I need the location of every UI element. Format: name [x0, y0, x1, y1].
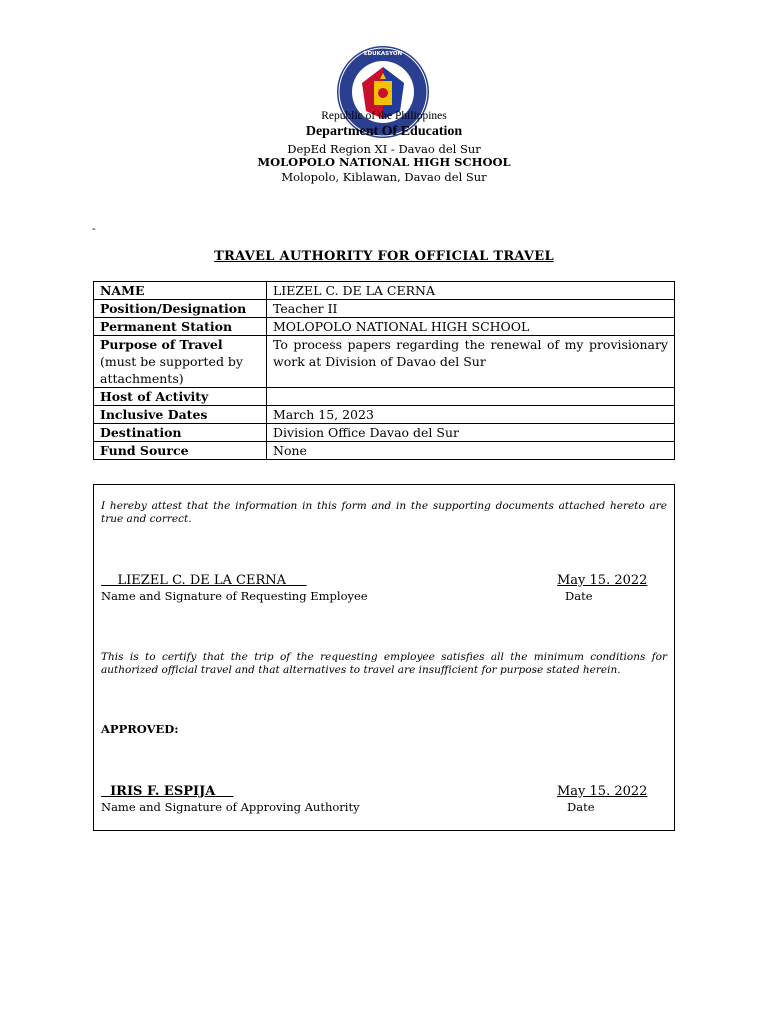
field-label: Permanent Station	[94, 318, 267, 336]
table-row	[94, 424, 675, 442]
employee-caption: Name and Signature of Requesting Employee	[101, 589, 368, 603]
table-row	[94, 336, 675, 388]
field-value-station: MOLOPOLO NATIONAL HIGH SCHOOL	[267, 318, 675, 336]
stray-dash: -	[92, 222, 96, 235]
header-region: DepEd Region XI - Davao del Sur	[287, 142, 481, 156]
approver-name: IRIS F. ESPIJA	[110, 784, 216, 799]
table-row	[94, 442, 675, 460]
table-row	[94, 282, 675, 300]
approved-label: APPROVED:	[101, 722, 179, 736]
header-department: Department Of Education	[305, 124, 463, 139]
field-label: NAME	[94, 282, 267, 300]
field-label: Purpose of Travel	[100, 337, 223, 352]
field-value-name: LIEZEL C. DE LA CERNA	[267, 282, 675, 300]
field-value-destination: Division Office Davao del Sur	[267, 424, 675, 442]
field-label-purpose	[94, 336, 267, 388]
field-value-position: Teacher II	[267, 300, 675, 318]
header-address: Molopolo, Kiblawan, Davao del Sur	[281, 170, 487, 184]
employee-date-caption: Date	[565, 589, 593, 603]
table-row	[94, 318, 675, 336]
travel-info-table	[93, 281, 675, 460]
field-label: Position/Designation	[94, 300, 267, 318]
field-value-dates: March 15, 2023	[267, 406, 675, 424]
approver-date-caption: Date	[567, 800, 595, 814]
field-value-purpose: To process papers regarding the renewal of my provisionary work at Division of Davao del Sur	[267, 336, 675, 388]
header-republic: Republic of the Philippines	[321, 110, 447, 122]
field-label: Destination	[94, 424, 267, 442]
certification-box	[93, 484, 675, 831]
attest-statement: I hereby attest that the information in this form and in the supporting documents attached hereto are true and correct.	[101, 500, 667, 525]
svg-text:EDUKASYON: EDUKASYON	[363, 51, 403, 57]
table-row	[94, 388, 675, 406]
employee-name: LIEZEL C. DE LA CERNA	[117, 573, 287, 588]
employee-signature-line	[101, 573, 307, 588]
field-label: Host of Activity	[94, 388, 267, 406]
field-label: Inclusive Dates	[94, 406, 267, 424]
field-value-host	[267, 388, 675, 406]
certify-statement: This is to certify that the trip of the requesting employee satisfies all the minimum conditions for authorized official travel and that alternatives to travel are insufficient for purpose stated herein.	[101, 651, 667, 676]
employee-date: May 15. 2022	[557, 573, 648, 588]
field-note: (must be supported by attachments)	[100, 354, 243, 386]
approver-signature-line	[101, 784, 233, 799]
table-row	[94, 406, 675, 424]
header-school: MOLOPOLO NATIONAL HIGH SCHOOL	[257, 155, 511, 169]
approver-date: May 15. 2022	[557, 784, 648, 799]
document-title-text: TRAVEL AUTHORITY FOR OFFICIAL TRAVEL	[214, 249, 554, 264]
document-title	[0, 249, 768, 264]
table-row	[94, 300, 675, 318]
field-value-fund: None	[267, 442, 675, 460]
approver-caption: Name and Signature of Approving Authority	[101, 800, 360, 814]
field-label: Fund Source	[94, 442, 267, 460]
